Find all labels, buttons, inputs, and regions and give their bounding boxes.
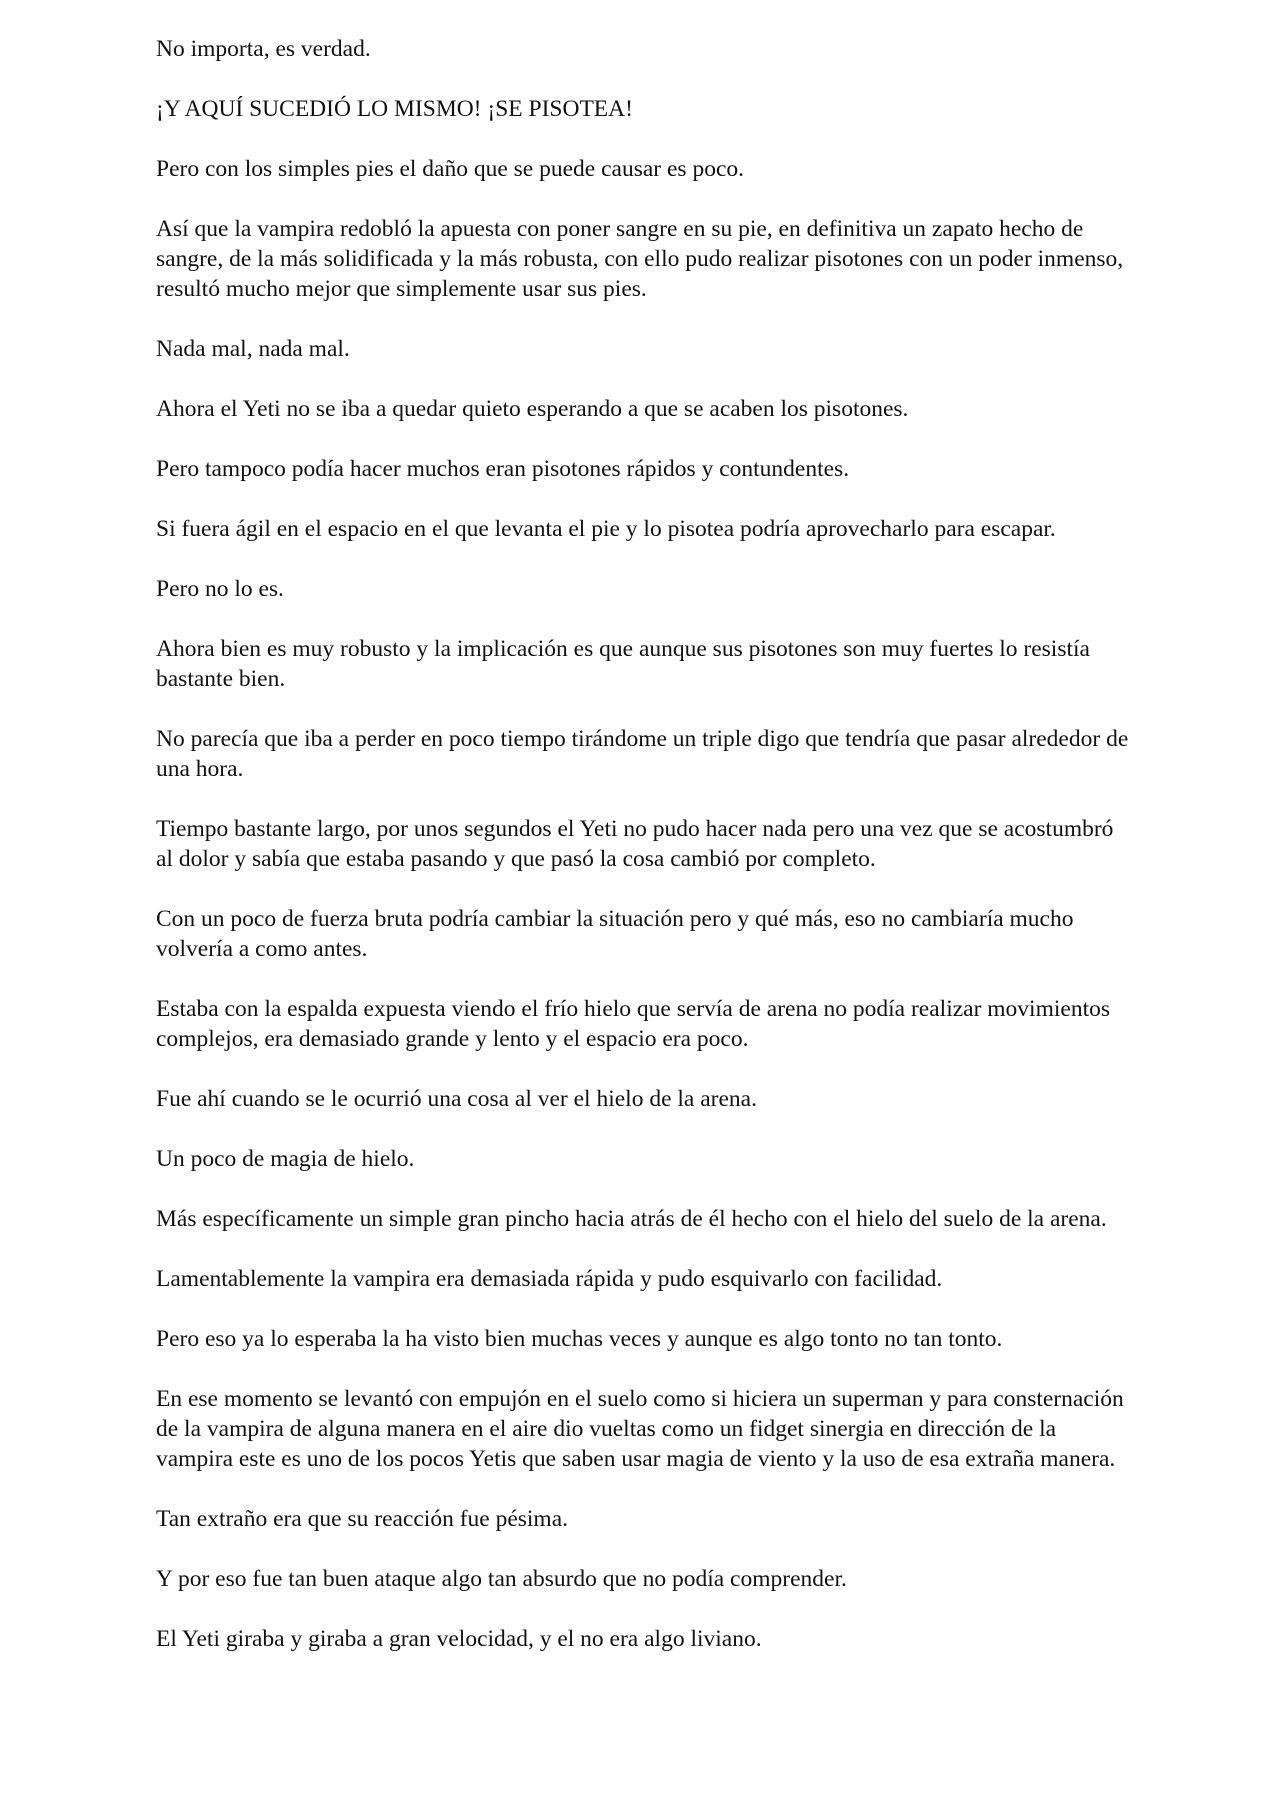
paragraph: El Yeti giraba y giraba a gran velocidad, y el no era algo liviano. <box>156 1626 762 1652</box>
paragraph: Más específicamente un simple gran pincho hacia atrás de él hecho con el hielo del suelo de la arena. <box>156 1206 1107 1232</box>
paragraph: No importa, es verdad. <box>156 36 371 62</box>
paragraph: Ahora bien es muy robusto y la implicación es que aunque sus pisotones son muy fuertes lo resistía bastante bien. <box>156 636 1090 692</box>
paragraph: Pero eso ya lo esperaba la ha visto bien muchas veces y aunque es algo tonto no tan tonto. <box>156 1326 1003 1352</box>
paragraph: Lamentablemente la vampira era demasiada rápida y pudo esquivarlo con facilidad. <box>156 1266 943 1292</box>
paragraph: Si fuera ágil en el espacio en el que levanta el pie y lo pisotea podría aprovecharlo para escapar. <box>156 516 1056 542</box>
paragraph: Fue ahí cuando se le ocurrió una cosa al ver el hielo de la arena. <box>156 1086 757 1112</box>
paragraph: ¡Y AQUÍ SUCEDIÓ LO MISMO! ¡SE PISOTEA! <box>156 96 633 122</box>
paragraph: Y por eso fue tan buen ataque algo tan absurdo que no podía comprender. <box>156 1566 847 1592</box>
paragraph: Un poco de magia de hielo. <box>156 1146 415 1172</box>
paragraph: Pero no lo es. <box>156 576 284 602</box>
paragraph: Tiempo bastante largo, por unos segundos el Yeti no pudo hacer nada pero una vez que se acostumbró al dolor y sabía que estaba pasando y que pasó la cosa cambió por completo. <box>156 816 1114 872</box>
paragraph: No parecía que iba a perder en poco tiempo tirándome un triple digo que tendría que pasar alrededor de una hora. <box>156 726 1129 782</box>
document-page <box>156 34 1136 1684</box>
paragraph: En ese momento se levantó con empujón en el suelo como si hiciera un superman y para consternación de la vampira de alguna manera en el aire dio vueltas como un fidget sinergia en dirección de la vampira este es uno de los pocos Yetis que saben usar magia de viento y la uso de esa extraña manera. <box>156 1386 1124 1472</box>
paragraph: Tan extraño era que su reacción fue pésima. <box>156 1506 569 1532</box>
paragraph: Con un poco de fuerza bruta podría cambiar la situación pero y qué más, eso no cambiaría mucho volvería a como antes. <box>156 906 1074 962</box>
paragraph: Así que la vampira redobló la apuesta con poner sangre en su pie, en definitiva un zapato hecho de sangre, de la más solidificada y la más robusta, con ello pudo realizar pisotones con un poder inmenso, resultó mucho mejor que simplemente usar sus pies. <box>156 216 1124 302</box>
paragraph: Nada mal, nada mal. <box>156 336 350 362</box>
paragraph: Estaba con la espalda expuesta viendo el frío hielo que servía de arena no podía realizar movimientos complejos, era demasiado grande y lento y el espacio era poco. <box>156 996 1110 1052</box>
paragraph: Pero tampoco podía hacer muchos eran pisotones rápidos y contundentes. <box>156 456 850 482</box>
paragraph: Pero con los simples pies el daño que se puede causar es poco. <box>156 156 744 182</box>
paragraph: Ahora el Yeti no se iba a quedar quieto esperando a que se acaben los pisotones. <box>156 396 909 422</box>
